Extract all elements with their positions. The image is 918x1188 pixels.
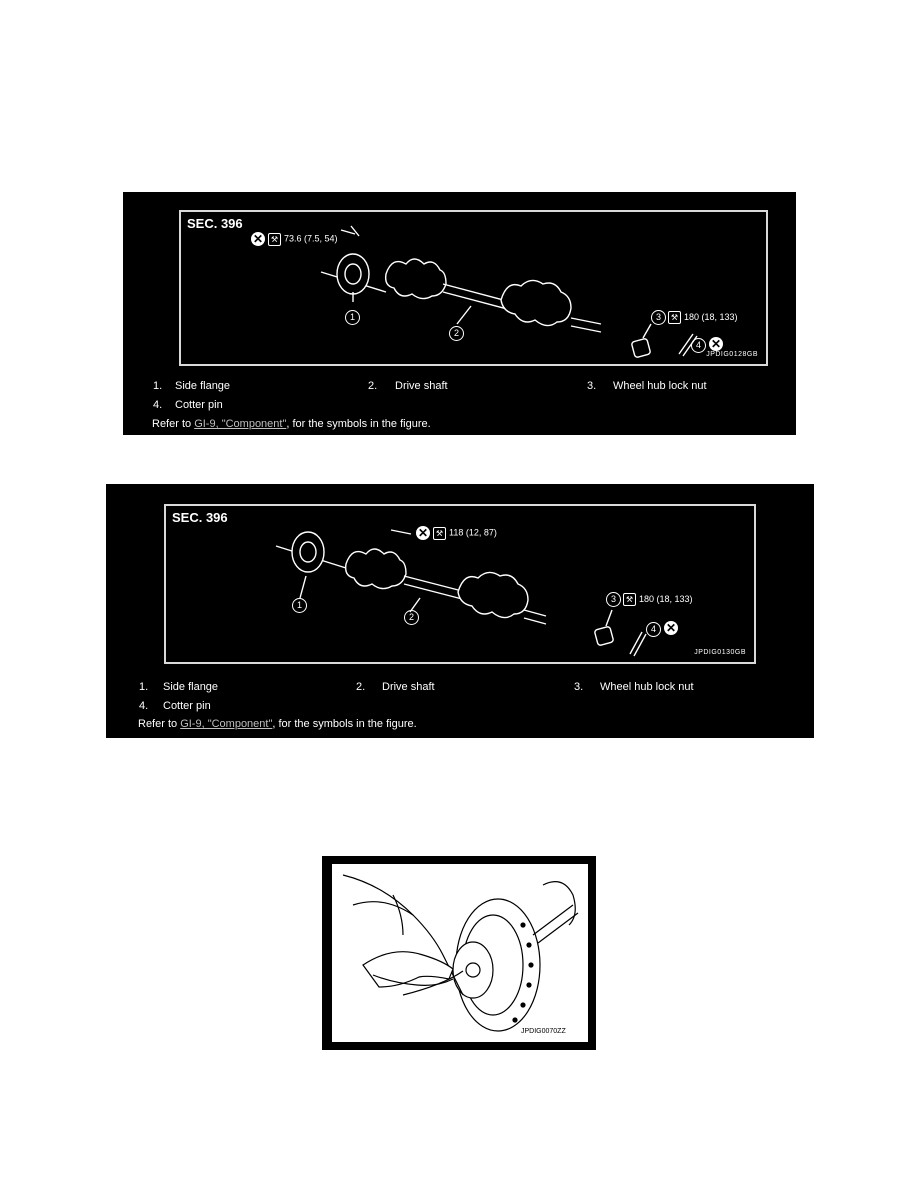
callout-2: 2 <box>449 326 464 341</box>
legend-item: Drive shaft <box>395 380 448 392</box>
figure-2-diagram <box>164 504 756 664</box>
component-link[interactable]: GI-9, "Component" <box>180 718 273 730</box>
nut-torque-spec: ⚒ 180 (18, 133) <box>623 593 693 606</box>
callout-3: 3 <box>651 310 666 325</box>
nut-torque-spec: ⚒ 180 (18, 133) <box>668 311 738 324</box>
figure-1-panel <box>123 192 796 435</box>
component-link[interactable]: GI-9, "Component" <box>194 418 287 430</box>
callout-1: 1 <box>345 310 360 325</box>
do-not-reuse-icon: ✕ <box>665 621 677 635</box>
legend-item: Wheel hub lock nut <box>613 380 707 392</box>
flange-torque-spec: ✕ ⚒ 118 (12, 87) <box>417 526 497 540</box>
legend-item: Cotter pin <box>175 399 223 411</box>
figure-1-diagram <box>179 210 768 366</box>
image-code: JPDIG0128GB <box>706 351 758 358</box>
legend-item: Drive shaft <box>382 681 435 693</box>
figure-2-panel <box>106 484 814 738</box>
section-label: SEC. 396 <box>187 216 243 231</box>
legend-item: Cotter pin <box>163 700 211 712</box>
torque-wrench-icon: ⚒ <box>433 527 446 540</box>
legend-item: Side flange <box>175 380 231 392</box>
refer-note: Refer to GI-9, "Component", for the symbols in the figure. <box>138 718 417 730</box>
callout-1: 1 <box>292 598 307 613</box>
legend-item: Side flange <box>163 681 219 693</box>
callout-2: 2 <box>404 610 419 625</box>
image-code: JPDIG0130GB <box>694 649 746 656</box>
callout-4: 4 <box>691 338 706 353</box>
legend-item: Wheel hub lock nut <box>600 681 694 693</box>
callout-3: 3 <box>606 592 621 607</box>
do-not-reuse-icon: ✕ <box>417 526 429 540</box>
refer-note: Refer to GI-9, "Component", for the symbols in the figure. <box>152 418 431 430</box>
section-label: SEC. 396 <box>172 510 228 525</box>
do-not-reuse-icon: ✕ <box>252 232 264 246</box>
image-code: JPDIG0070ZZ <box>521 1028 566 1035</box>
torque-wrench-icon: ⚒ <box>623 593 636 606</box>
figure-3-panel <box>322 856 596 1050</box>
torque-wrench-icon: ⚒ <box>268 233 281 246</box>
wheel-hub-photo-illustration <box>332 864 588 1042</box>
callout-4: 4 <box>646 622 661 637</box>
flange-torque-spec: ✕ ⚒ 73.6 (7.5, 54) <box>252 232 338 246</box>
figure-2-legend: 1. Side flange 2. Drive shaft 3. Wheel hub lock nut 4. Cotter pin <box>139 681 694 712</box>
hub-removal-illustration <box>333 865 587 1041</box>
do-not-reuse-icon: ✕ <box>710 337 722 351</box>
torque-wrench-icon: ⚒ <box>668 311 681 324</box>
figure-1-legend: 1. Side flange 2. Drive shaft 3. Wheel hub lock nut 4. Cotter pin <box>153 380 707 411</box>
